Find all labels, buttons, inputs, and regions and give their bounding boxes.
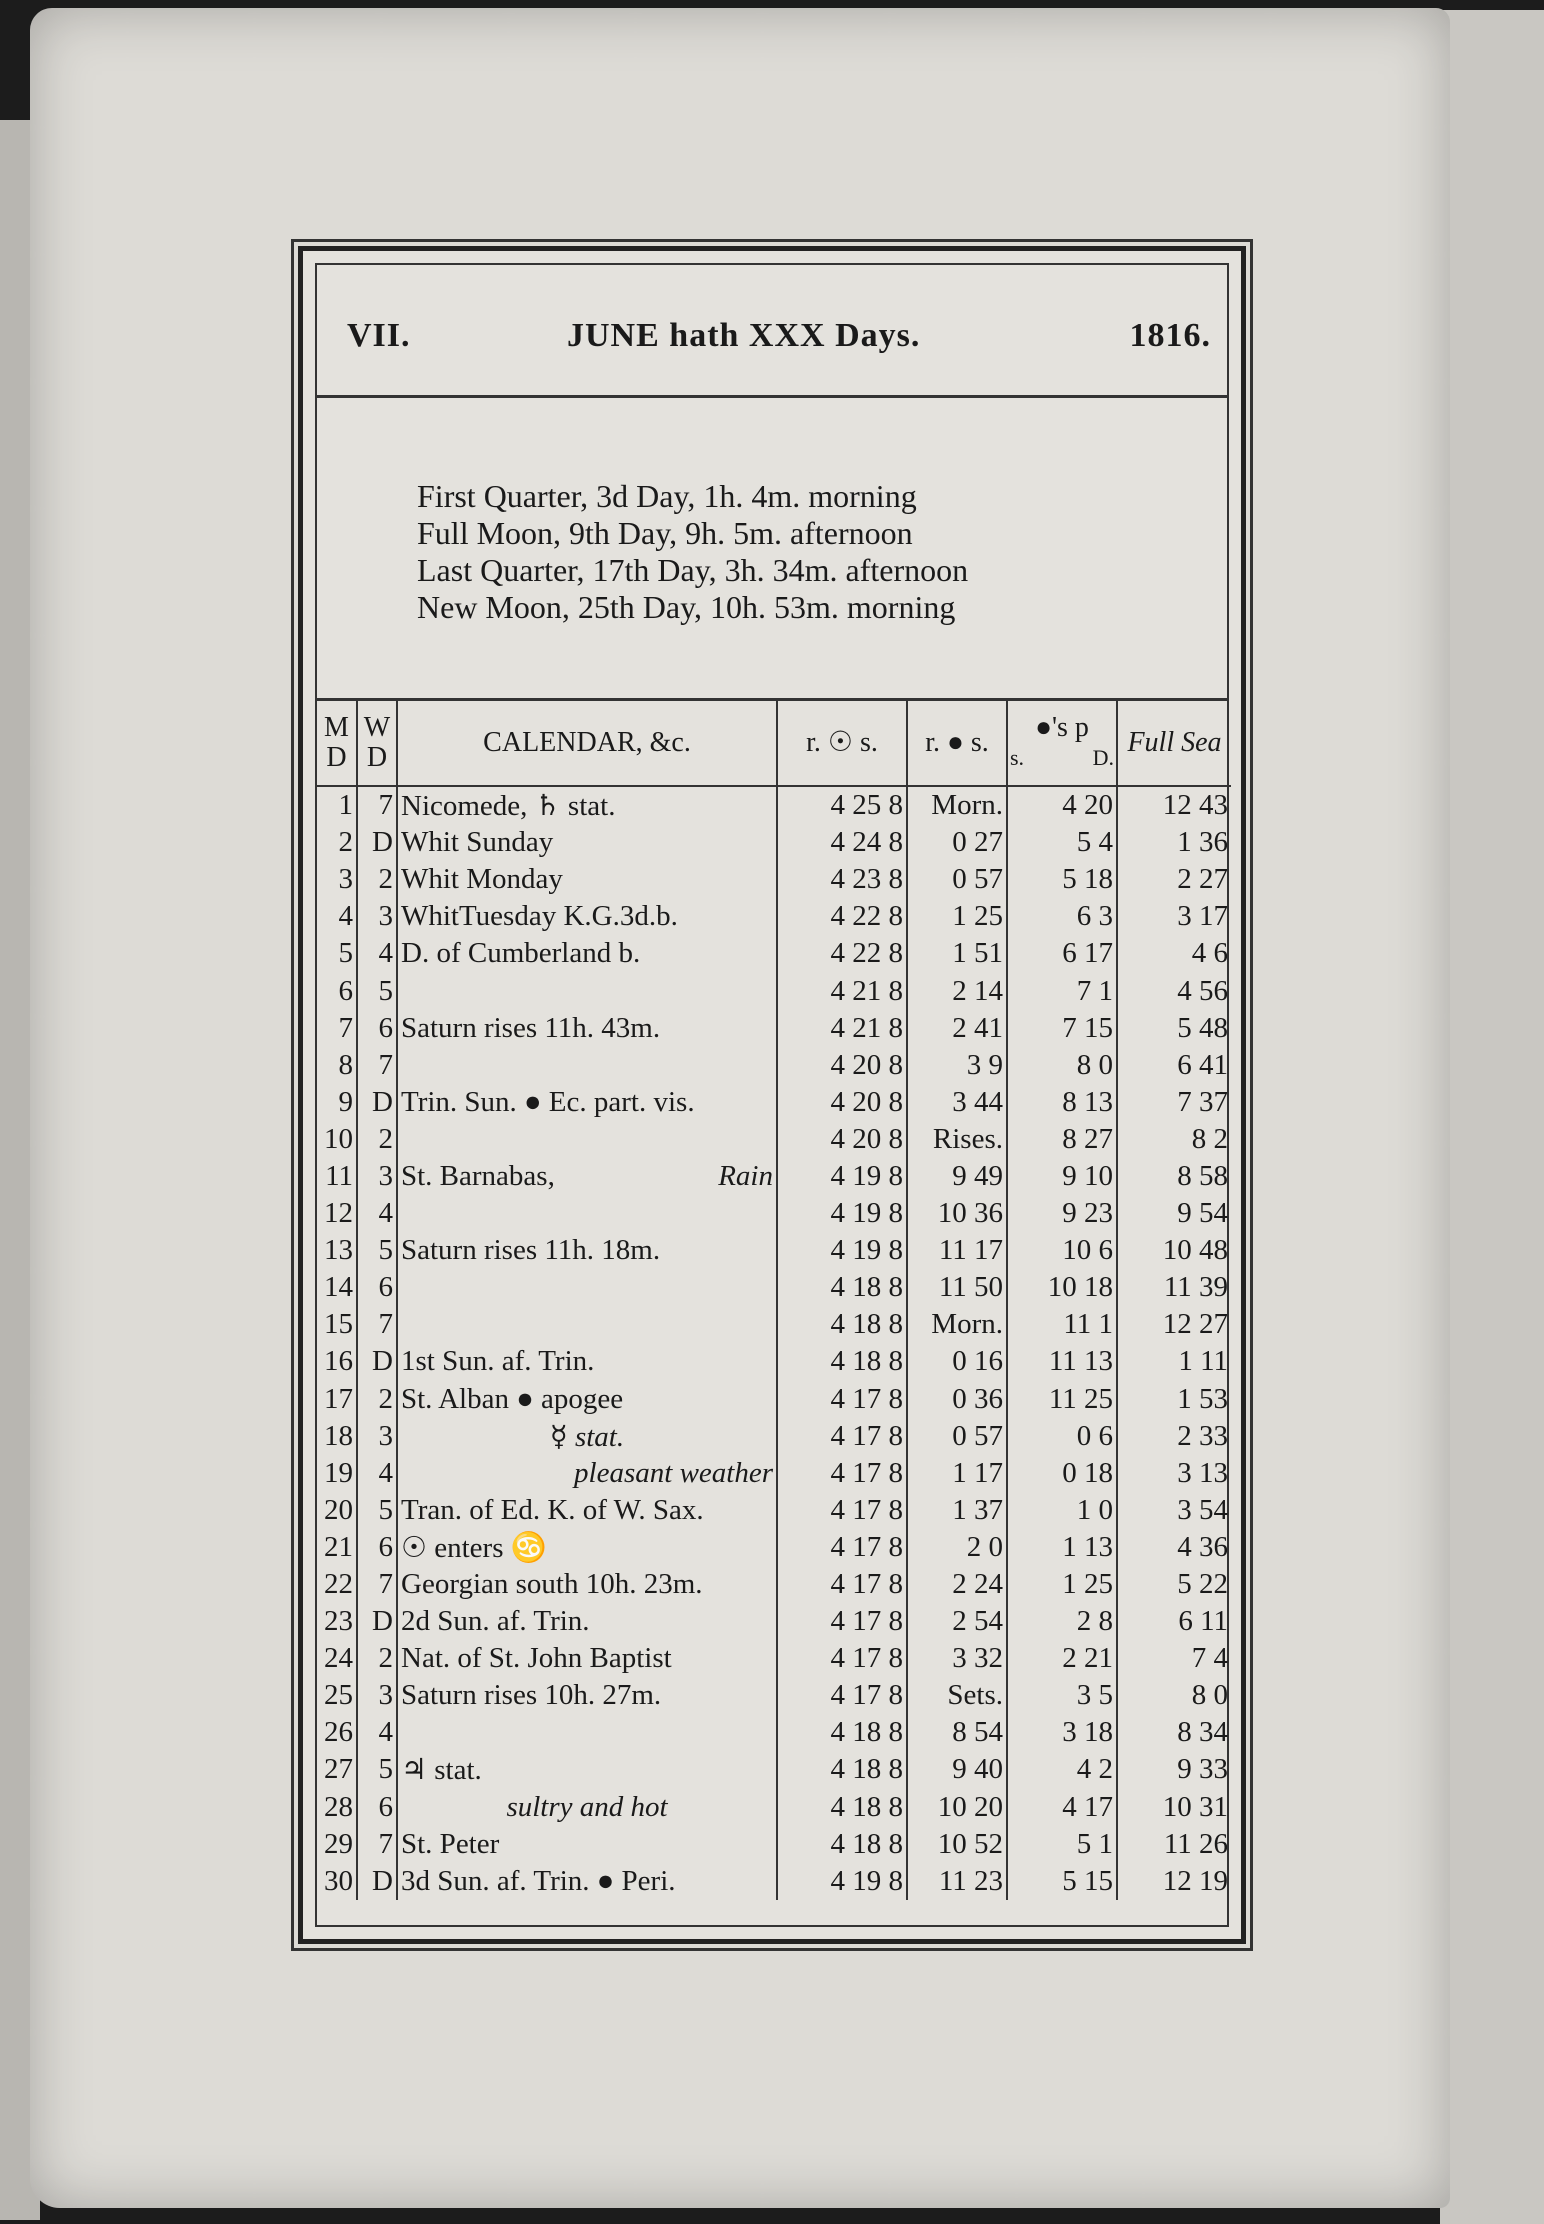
full-sea: 6 41 [1177,1048,1228,1081]
full-sea: 8 34 [1177,1716,1228,1749]
calendar-entry [397,1714,777,1751]
calendar-entry: Saturn rises 10h. 27m. [397,1677,777,1714]
sun-rise-set: 4 17 8 [777,1492,907,1529]
calendar-entry: Saturn rises 11h. 18m. [397,1232,777,1269]
moon-place-label: ●'s p [1035,712,1089,743]
full-sea: 4 6 [1191,937,1228,970]
table-row [317,1492,1231,1529]
moon-rise-set: 0 57 [907,861,1007,898]
full-sea: 5 22 [1177,1568,1228,1601]
moon-rise-set: 0 27 [907,824,1007,861]
moon-rise-set: Sets. [907,1677,1007,1714]
month-header [317,265,1227,398]
moon-rise-set: 2 0 [907,1529,1007,1566]
moon-place: 0 18 [1007,1455,1117,1492]
month-day: 8 [317,1047,357,1084]
month-day: 15 [317,1306,357,1343]
moon-place: 9 23 [1007,1195,1117,1232]
table-row [317,786,1231,824]
moon-place: 8 13 [1007,1084,1117,1121]
month-day: 7 [317,1010,357,1047]
table-row [317,1603,1231,1640]
calendar-entry: Trin. Sun. ● Ec. part. vis. [397,1084,777,1121]
full-sea: 10 48 [1162,1234,1228,1267]
week-day: 4 [357,1195,397,1232]
calendar-entry [397,1789,777,1826]
calendar-rows [317,786,1231,1900]
moon-rise-set: 10 36 [907,1195,1007,1232]
sun-rise-set: 4 19 8 [777,1863,907,1900]
sun-rise-set: 4 17 8 [777,1677,907,1714]
moon-place: 4 17 [1007,1789,1117,1826]
sun-rise-set: 4 24 8 [777,824,907,861]
calendar-entry: ♃ stat. [397,1751,777,1788]
week-day: 2 [357,861,397,898]
table-row [317,935,1231,972]
month-day: 2 [317,824,357,861]
moon-rise-set: 1 51 [907,935,1007,972]
moon-rise-set: 11 17 [907,1232,1007,1269]
week-day: 7 [357,1306,397,1343]
table-row [317,1269,1231,1306]
full-sea: 1 11 [1178,1345,1228,1378]
week-day: 7 [357,1047,397,1084]
sun-rise-set: 4 21 8 [777,1010,907,1047]
month-day: 11 [317,1158,357,1195]
month-day: 13 [317,1232,357,1269]
sun-rise-set: 4 18 8 [777,1714,907,1751]
col-sun: r. ☉ s. [777,701,907,786]
sun-rise-set: 4 19 8 [777,1158,907,1195]
calendar-entry [397,1306,777,1343]
weather-note: pleasant weather [574,1456,773,1489]
full-sea: 2 27 [1177,863,1228,896]
week-day: 4 [357,1455,397,1492]
moon-place: 1 0 [1007,1492,1117,1529]
month-day: 29 [317,1826,357,1863]
week-day: 3 [357,1158,397,1195]
sun-rise-set: 4 18 8 [777,1269,907,1306]
moon-rise-set: 2 54 [907,1603,1007,1640]
calendar-note: sultry and hot [506,1790,668,1823]
calendar-entry: Nicomede, ♄ stat. [397,786,777,824]
full-sea: 12 43 [1162,789,1228,822]
sun-rise-set: 4 23 8 [777,861,907,898]
sun-rise-set: 4 21 8 [777,972,907,1009]
moon-rise-set: 2 14 [907,972,1007,1009]
moon-place: 2 21 [1007,1640,1117,1677]
sun-rise-set: 4 25 8 [777,786,907,824]
sun-rise-set: 4 22 8 [777,935,907,972]
table-row [317,1195,1231,1232]
week-day: 3 [357,1418,397,1455]
col-moon-place [1007,701,1117,786]
moon-rise-set: 1 37 [907,1492,1007,1529]
week-day: 4 [357,1714,397,1751]
sun-rise-set: 4 20 8 [777,1121,907,1158]
sun-rise-set: 4 17 8 [777,1640,907,1677]
sun-rise-set: 4 18 8 [777,1789,907,1826]
calendar-entry [397,1121,777,1158]
table-row [317,1158,1231,1195]
calendar-entry [397,1195,777,1232]
moon-place: 7 1 [1007,972,1117,1009]
moon-place: 0 6 [1007,1418,1117,1455]
full-sea: 12 27 [1162,1308,1228,1341]
calendar-inner-border [315,263,1229,1927]
moon-phases [317,398,1227,701]
week-day: D [357,1084,397,1121]
month-day: 30 [317,1863,357,1900]
moon-place-d: D. [1092,745,1114,770]
table-row [317,1640,1231,1677]
sun-rise-set: 4 17 8 [777,1418,907,1455]
week-day: 6 [357,1010,397,1047]
sun-rise-set: 4 17 8 [777,1603,907,1640]
col-calendar: CALENDAR, &c. [397,701,777,786]
table-row [317,972,1231,1009]
moon-rise-set: 0 57 [907,1418,1007,1455]
full-sea: 9 33 [1177,1753,1228,1786]
calendar-entry: D. of Cumberland b. [397,935,777,972]
table-row [317,824,1231,861]
moon-place: 10 18 [1007,1269,1117,1306]
moon-rise-set: 11 50 [907,1269,1007,1306]
weather-note: Rain [718,1159,773,1192]
week-day: 6 [357,1529,397,1566]
month-day: 4 [317,898,357,935]
week-day: 5 [357,1492,397,1529]
calendar-entry: Whit Sunday [397,824,777,861]
table-row [317,1418,1231,1455]
moon-rise-set: 3 32 [907,1640,1007,1677]
full-sea: 1 36 [1177,826,1228,859]
month-day: 20 [317,1492,357,1529]
full-sea: 6 11 [1178,1605,1228,1638]
adjacent-page-right [1440,10,1544,2224]
moon-place: 3 5 [1007,1677,1117,1714]
full-sea: 4 36 [1177,1530,1228,1563]
month-day: 12 [317,1195,357,1232]
sun-rise-set: 4 22 8 [777,898,907,935]
table-row [317,898,1231,935]
table-row [317,1343,1231,1380]
col-full-sea: Full Sea [1117,701,1231,786]
sun-rise-set: 4 17 8 [777,1455,907,1492]
month-day: 28 [317,1789,357,1826]
moon-place: 9 10 [1007,1158,1117,1195]
year: 1816. [1129,317,1211,354]
calendar-entry [397,1047,777,1084]
full-sea: 1 53 [1177,1382,1228,1415]
full-sea: 3 13 [1177,1456,1228,1489]
week-day: 3 [357,898,397,935]
moon-place: 8 27 [1007,1121,1117,1158]
full-sea: 7 37 [1177,1085,1228,1118]
sun-rise-set: 4 20 8 [777,1047,907,1084]
phase-last-quarter: Last Quarter, 17th Day, 3h. 34m. afternoon [417,552,969,588]
month-day: 1 [317,786,357,824]
week-day: D [357,1863,397,1900]
full-sea: 2 33 [1177,1419,1228,1452]
month-day: 25 [317,1677,357,1714]
moon-place: 5 1 [1007,1826,1117,1863]
table-header-row [317,701,1231,786]
sun-rise-set: 4 17 8 [777,1381,907,1418]
col-moon: r. ● s. [907,701,1007,786]
moon-rise-set: 11 23 [907,1863,1007,1900]
table-row [317,1714,1231,1751]
full-sea: 9 54 [1177,1197,1228,1230]
moon-rise-set: 8 54 [907,1714,1007,1751]
moon-rise-set: 3 44 [907,1084,1007,1121]
calendar-entry: Georgian south 10h. 23m. [397,1566,777,1603]
moon-place: 1 25 [1007,1566,1117,1603]
month-day: 26 [317,1714,357,1751]
calendar-entry: 2d Sun. af. Trin. [397,1603,777,1640]
calendar-entry: St. Alban ● apogee [397,1381,777,1418]
week-day: 5 [357,1751,397,1788]
table-row [317,1306,1231,1343]
calendar-table [317,701,1231,1900]
month-day: 19 [317,1455,357,1492]
moon-rise-set: 10 52 [907,1826,1007,1863]
col-month-day: M D [317,701,357,786]
moon-place: 11 13 [1007,1343,1117,1380]
sun-rise-set: 4 17 8 [777,1529,907,1566]
full-sea: 5 48 [1177,1011,1228,1044]
week-day: 7 [357,786,397,824]
month-day: 27 [317,1751,357,1788]
calendar-entry: Saturn rises 11h. 43m. [397,1010,777,1047]
moon-rise-set: 0 36 [907,1381,1007,1418]
moon-rise-set: 2 24 [907,1566,1007,1603]
table-row [317,1677,1231,1714]
week-day: 2 [357,1381,397,1418]
month-day: 14 [317,1269,357,1306]
week-day: 5 [357,972,397,1009]
moon-place-s: s. [1010,745,1025,770]
month-day: 6 [317,972,357,1009]
moon-place: 3 18 [1007,1714,1117,1751]
moon-rise-set: Morn. [907,786,1007,824]
table-row [317,1863,1231,1900]
calendar-entry: Whit Monday [397,861,777,898]
week-day: 6 [357,1269,397,1306]
week-day: D [357,1343,397,1380]
table-row [317,1566,1231,1603]
sun-rise-set: 4 18 8 [777,1751,907,1788]
table-row [317,1010,1231,1047]
table-row [317,1789,1231,1826]
calendar-entry: 3d Sun. af. Trin. ● Peri. [397,1863,777,1900]
table-row [317,1232,1231,1269]
calendar-entry: ☉ enters ♋ [397,1529,777,1566]
moon-place: 11 25 [1007,1381,1117,1418]
phase-new-moon: New Moon, 25th Day, 10h. 53m. morning [417,589,956,625]
moon-place: 8 0 [1007,1047,1117,1084]
moon-rise-set: Morn. [907,1306,1007,1343]
moon-rise-set: 1 17 [907,1455,1007,1492]
week-day: D [357,824,397,861]
table-row [317,1826,1231,1863]
sun-rise-set: 4 19 8 [777,1195,907,1232]
sun-rise-set: 4 18 8 [777,1343,907,1380]
table-row [317,1121,1231,1158]
month-day: 5 [317,935,357,972]
month-day: 23 [317,1603,357,1640]
moon-rise-set: 3 9 [907,1047,1007,1084]
almanac-page [30,8,1450,2208]
moon-place: 5 15 [1007,1863,1117,1900]
moon-place: 4 2 [1007,1751,1117,1788]
moon-rise-set: 1 25 [907,898,1007,935]
month-day: 21 [317,1529,357,1566]
phase-full-moon: Full Moon, 9th Day, 9h. 5m. afternoon [417,515,913,551]
moon-place: 7 15 [1007,1010,1117,1047]
moon-rise-set: 0 16 [907,1343,1007,1380]
calendar-note: ☿ stat. [549,1420,625,1453]
calendar-entry: Nat. of St. John Baptist [397,1640,777,1677]
month-day: 16 [317,1343,357,1380]
moon-place: 5 18 [1007,861,1117,898]
week-day: 5 [357,1232,397,1269]
moon-rise-set: 9 40 [907,1751,1007,1788]
calendar-entry: St. Peter [397,1826,777,1863]
full-sea: 3 54 [1177,1493,1228,1526]
table-row [317,1751,1231,1788]
table-row [317,1381,1231,1418]
full-sea: 11 26 [1163,1827,1228,1860]
calendar-entry [397,1418,777,1455]
week-day: 7 [357,1566,397,1603]
week-day: 2 [357,1640,397,1677]
full-sea: 11 39 [1163,1271,1228,1304]
full-sea: 10 31 [1162,1790,1228,1823]
month-day: 22 [317,1566,357,1603]
month-number: VII. [347,317,411,354]
month-day: 10 [317,1121,357,1158]
full-sea: 8 2 [1191,1122,1228,1155]
calendar-entry [397,1269,777,1306]
full-sea: 7 4 [1191,1642,1228,1675]
moon-place: 4 20 [1007,786,1117,824]
moon-rise-set: 9 49 [907,1158,1007,1195]
sun-rise-set: 4 20 8 [777,1084,907,1121]
sun-rise-set: 4 17 8 [777,1566,907,1603]
table-row [317,861,1231,898]
moon-place: 2 8 [1007,1603,1117,1640]
moon-rise-set: 10 20 [907,1789,1007,1826]
month-title: JUNE hath XXX Days. [567,317,921,354]
col-week-day: W D [357,701,397,786]
full-sea: 12 19 [1162,1864,1228,1897]
sun-rise-set: 4 18 8 [777,1826,907,1863]
month-day: 3 [317,861,357,898]
calendar-entry: 1st Sun. af. Trin. [397,1343,777,1380]
full-sea: 8 0 [1191,1679,1228,1712]
week-day: 4 [357,935,397,972]
moon-place: 10 6 [1007,1232,1117,1269]
moon-place: 11 1 [1007,1306,1117,1343]
calendar-entry [397,1455,777,1492]
full-sea: 4 56 [1177,974,1228,1007]
week-day: 7 [357,1826,397,1863]
week-day: 3 [357,1677,397,1714]
moon-rise-set: 2 41 [907,1010,1007,1047]
moon-place: 1 13 [1007,1529,1117,1566]
month-day: 18 [317,1418,357,1455]
sun-rise-set: 4 19 8 [777,1232,907,1269]
full-sea: 3 17 [1177,900,1228,933]
moon-rise-set: Rises. [907,1121,1007,1158]
table-row [317,1529,1231,1566]
moon-place: 6 3 [1007,898,1117,935]
week-day: 2 [357,1121,397,1158]
full-sea: 8 58 [1177,1159,1228,1192]
month-day: 24 [317,1640,357,1677]
table-row [317,1455,1231,1492]
month-day: 17 [317,1381,357,1418]
calendar-frame [298,246,1246,1944]
month-day: 9 [317,1084,357,1121]
table-row [317,1084,1231,1121]
calendar-entry [397,972,777,1009]
week-day: 6 [357,1789,397,1826]
calendar-entry: WhitTuesday K.G.3d.b. [397,898,777,935]
moon-place: 6 17 [1007,935,1117,972]
week-day: D [357,1603,397,1640]
calendar-entry: St. Barnabas, Rain [397,1158,777,1195]
moon-place: 5 4 [1007,824,1117,861]
calendar-entry: Tran. of Ed. K. of W. Sax. [397,1492,777,1529]
phase-first-quarter: First Quarter, 3d Day, 1h. 4m. morning [417,478,917,514]
table-row [317,1047,1231,1084]
sun-rise-set: 4 18 8 [777,1306,907,1343]
